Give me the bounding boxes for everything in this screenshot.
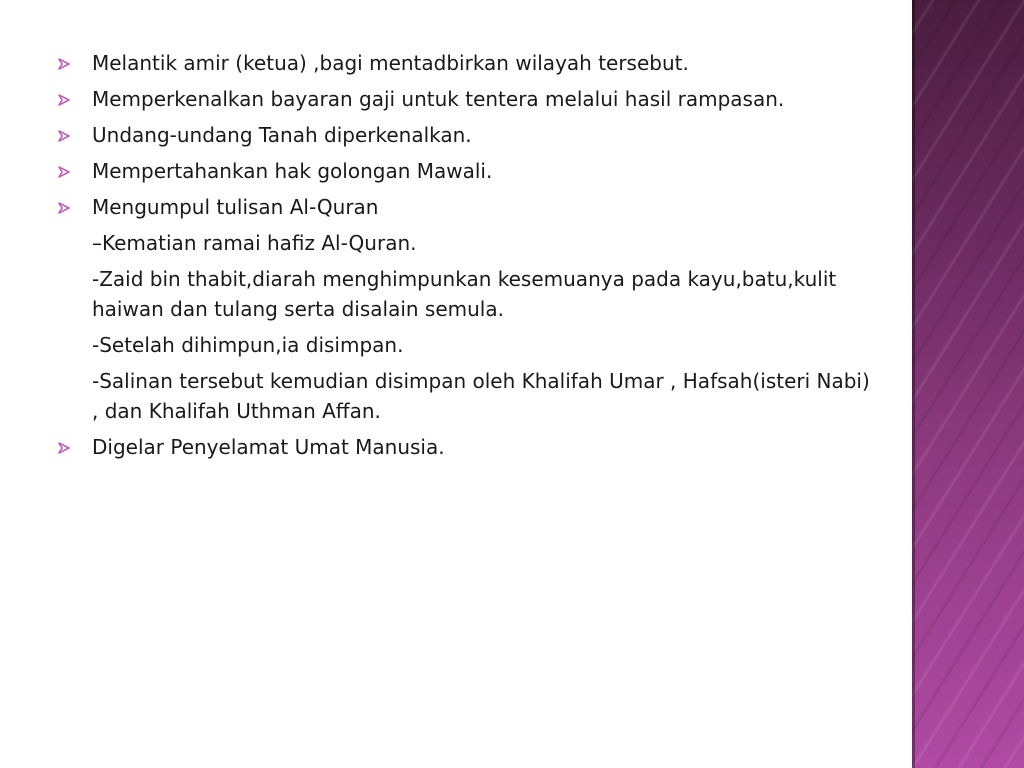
list-item-text: Melantik amir (ketua) ,bagi mentadbirkan wilayah tersebut. <box>92 51 689 75</box>
list-item-text: Memperkenalkan bayaran gaji untuk tentera melalui hasil rampasan. <box>92 87 785 111</box>
list-item-text: Digelar Penyelamat Umat Manusia. <box>92 435 445 459</box>
arrowhead-bullet-icon <box>58 94 70 106</box>
bullet-list <box>58 48 878 468</box>
arrowhead-bullet-icon <box>58 58 70 70</box>
panel-edge <box>912 0 915 768</box>
list-item-text: Undang-undang Tanah diperkenalkan. <box>92 123 472 147</box>
decorative-side-panel <box>912 0 1024 768</box>
arrowhead-bullet-icon <box>58 202 70 214</box>
list-item <box>58 156 878 186</box>
arrowhead-bullet-icon <box>58 130 70 142</box>
sub-item: -Salinan tersebut kemudian disimpan oleh Khalifah Umar , Hafsah(isteri Nabi) , dan Khalifah Uthman Affan. <box>92 369 870 423</box>
sub-item: –Kematian ramai hafiz Al-Quran. <box>92 231 417 255</box>
list-item <box>58 432 878 462</box>
arrowhead-bullet-icon <box>58 166 70 178</box>
sub-item: -Setelah dihimpun,ia disimpan. <box>92 333 404 357</box>
list-item <box>58 120 878 150</box>
list-item-text: Mempertahankan hak golongan Mawali. <box>92 159 493 183</box>
list-item <box>58 84 878 114</box>
diagonal-stripe-pattern <box>912 0 1024 768</box>
arrowhead-bullet-icon <box>58 442 70 454</box>
sub-item: -Zaid bin thabit,diarah menghimpunkan kesemuanya pada kayu,batu,kulit haiwan dan tulang serta disalain semula. <box>92 267 837 321</box>
list-item-text: Mengumpul tulisan Al-Quran <box>92 195 379 219</box>
list-item <box>58 192 878 222</box>
list-item <box>58 48 878 78</box>
